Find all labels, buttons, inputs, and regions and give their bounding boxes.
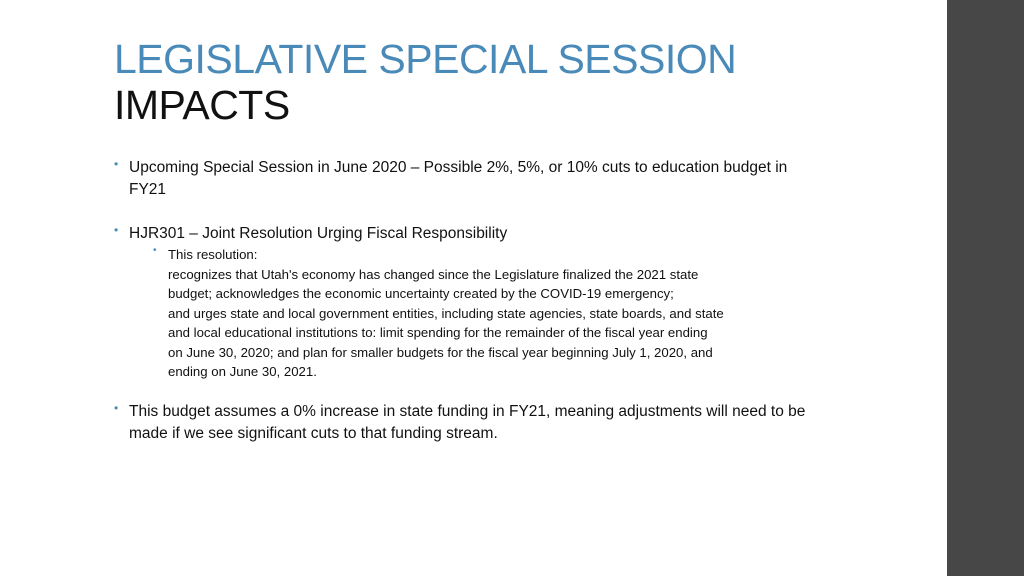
title-line-1: LEGISLATIVE SPECIAL SESSION xyxy=(114,36,737,82)
slide-title xyxy=(114,36,736,128)
resolution-line: budget; acknowledges the economic uncertainty created by the COVID-19 emergency; xyxy=(168,286,674,301)
bullet-text-3: This budget assumes a 0% increase in state funding in FY21, meaning adjustments will need to be made if we see significant cuts to that funding stream. xyxy=(129,403,806,442)
sidebar-decoration xyxy=(947,0,1024,576)
resolution-line: on June 30, 2020; and plan for smaller budgets for the fiscal year beginning July 1, 2020, and xyxy=(168,344,713,360)
resolution-label: This resolution: xyxy=(168,247,258,262)
bullet-item-2 xyxy=(114,223,814,245)
bullet-item-3 xyxy=(114,401,814,445)
bullet-item-1 xyxy=(114,157,814,201)
title-line-2: IMPACTS xyxy=(114,82,290,128)
resolution-line: and local educational institutions to: limit spending for the remainder of the fiscal year ending xyxy=(168,325,708,340)
bullet-text-1: Upcoming Special Session in June 2020 – Possible 2%, 5%, or 10% cuts to education budget in FY21 xyxy=(129,159,788,198)
bullet-marker: • xyxy=(114,223,119,237)
resolution-line: recognizes that Utah's economy has changed since the Legislature finalized the 2021 state xyxy=(168,266,699,282)
bullet-text-2: HJR301 – Joint Resolution Urging Fiscal Responsibility xyxy=(129,225,508,242)
resolution-text xyxy=(168,245,833,382)
sub-bullet-marker: • xyxy=(153,245,157,256)
bullet-marker: • xyxy=(114,157,119,171)
resolution-line: and urges state and local government entities, including state agencies, state boards, and state xyxy=(168,305,724,321)
bullet-marker: • xyxy=(114,401,119,415)
resolution-line: ending on June 30, 2021. xyxy=(168,364,317,379)
sub-bullet-resolution xyxy=(153,245,833,382)
